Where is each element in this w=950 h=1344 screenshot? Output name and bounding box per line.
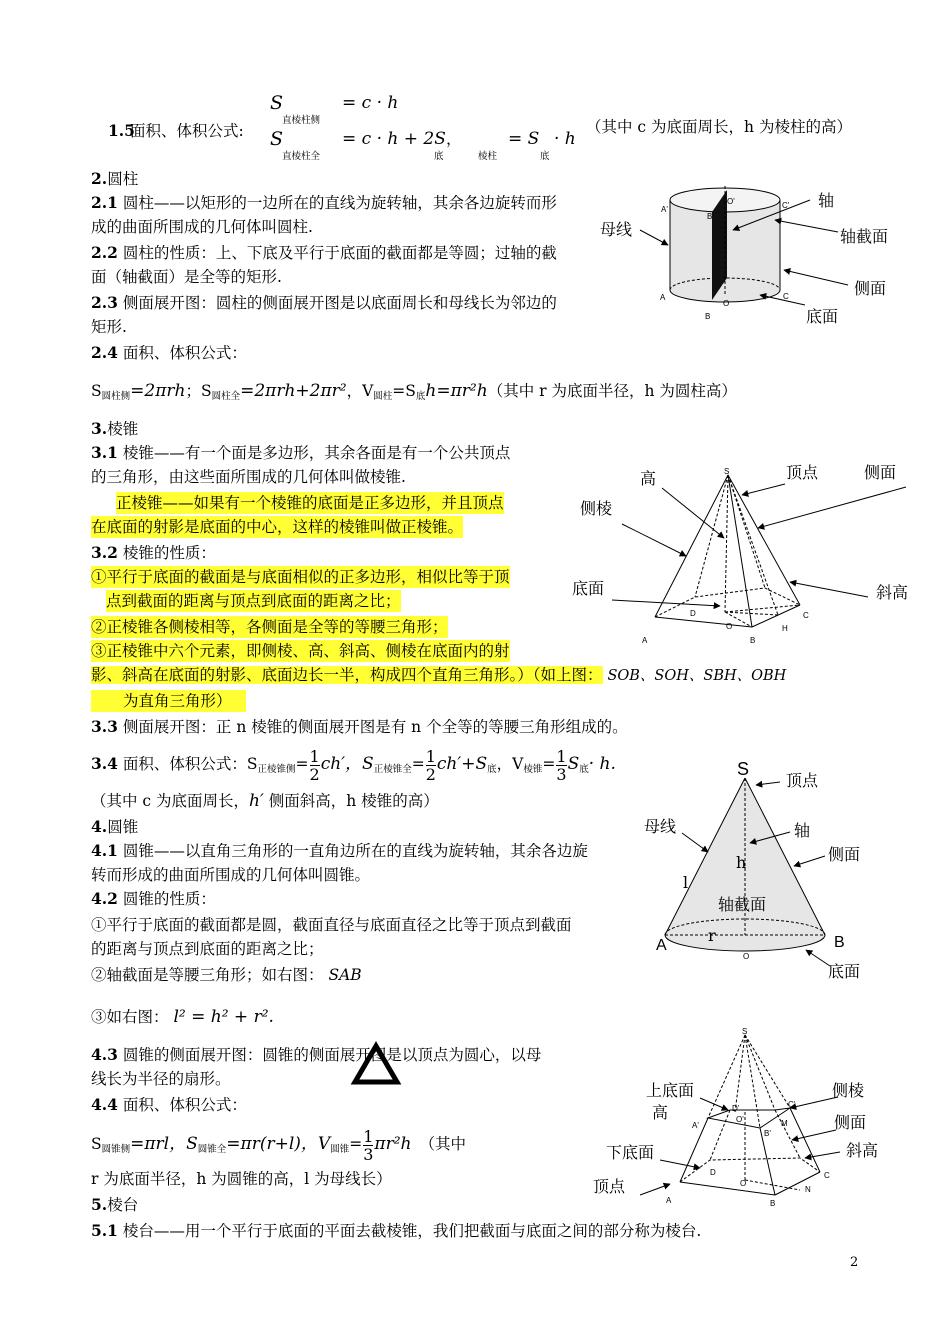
- s34-note-b: 侧面斜高，h 棱锥的高）: [263, 792, 439, 810]
- s42-c3-text: ③如右图：: [91, 1008, 169, 1026]
- s51-num: 5.1: [91, 1221, 118, 1240]
- s34-sub2: 正棱锥全: [373, 764, 412, 775]
- s44-fd: =: [349, 1135, 363, 1153]
- s24-f3-r: h=πr²h: [425, 381, 488, 401]
- s34-frac3: [556, 748, 566, 783]
- hl-regular-pyramid-1: 正棱锥——如果有一个棱锥的底面是正多边形，并且顶点: [116, 494, 504, 512]
- s24-f1: S: [91, 382, 102, 400]
- s4-title-text: 圆锥: [107, 818, 139, 836]
- s24-f2-r: =2πrh+2πr²: [240, 381, 347, 401]
- s22-line2: 面（轴截面）是全等的矩形.: [91, 268, 282, 286]
- s44-text: 面积、体积公式：: [117, 1096, 247, 1114]
- s22-line1: [91, 242, 557, 264]
- pyr-pt-B: B: [750, 636, 756, 645]
- figure-pyramid: [565, 455, 915, 650]
- cone-pt-S: S: [737, 759, 750, 779]
- s23-line2: 矩形.: [91, 318, 127, 336]
- s34-note-a: （其中 c 为底面周长，: [91, 792, 250, 810]
- fru-pt-M: M: [781, 1119, 788, 1128]
- fru-pt-C: C: [824, 1171, 830, 1180]
- s24-text: 面积、体积公式：: [117, 344, 247, 362]
- s31-line2: 的三角形，由这些面所围成的几何体叫做棱锥.: [91, 468, 406, 486]
- s22-num: 2.2: [91, 243, 118, 262]
- s15-num: 1.5: [108, 121, 135, 140]
- s15-formula: [108, 92, 578, 162]
- cyl-pt-B: B: [705, 312, 711, 321]
- s15-r3: = S: [508, 129, 540, 149]
- fru-pt-S: S: [742, 1027, 748, 1036]
- s32-line: [91, 542, 216, 564]
- s42-c2-text: ②轴截面是等腰三角形；如右图：: [91, 966, 324, 984]
- s15-note: （其中 c 为底面周长，h 为棱柱的高）: [586, 118, 852, 136]
- s24-note: （其中 r 为底面半径，h 为圆柱高）: [487, 382, 737, 400]
- s34-frac3-n: 1: [556, 746, 567, 766]
- s15-sub4: 棱柱: [478, 151, 498, 162]
- s23-num: 2.3: [91, 293, 118, 312]
- s21-line1: [91, 192, 557, 214]
- fru-pt-A: A: [666, 1196, 672, 1205]
- s51-text: 棱台——用一个平行于底面的平面去截棱锥，我们把截面与底面之间的部分称为棱台.: [117, 1222, 702, 1240]
- s34-c: ch′，S: [320, 754, 374, 774]
- s43-num: 4.3: [91, 1045, 118, 1064]
- cyl-axial-label: 轴截面: [840, 229, 889, 246]
- s24-f2: ；S: [185, 382, 212, 400]
- s34-sub3: 底: [487, 764, 497, 775]
- fru-pt-Ap: A': [692, 1121, 699, 1130]
- cyl-axis-label: 轴: [818, 193, 835, 210]
- s34-h: S: [567, 754, 580, 774]
- s21-text1: 圆柱——以矩形的一边所在的直线为旋转轴，其余各边旋转而形: [117, 194, 557, 212]
- pyr-height-label: 高: [640, 471, 657, 488]
- pyr-pt-S: S: [724, 467, 730, 476]
- s2-title: [91, 168, 138, 190]
- pyr-pt-D: D: [690, 609, 696, 618]
- s32-num: 3.2: [91, 543, 118, 562]
- s33-num: 3.3: [91, 717, 118, 736]
- s24-f3-sub2: 底: [415, 391, 426, 402]
- hl-prop2: ②正棱锥各侧棱相等，各侧面是全等的等腰三角形；: [91, 618, 448, 636]
- pyr-edge-label: 侧棱: [580, 501, 613, 518]
- figure-cylinder: [595, 180, 895, 330]
- fru-top-label: 上底面: [646, 1083, 695, 1100]
- s34-f: ，V: [496, 755, 524, 773]
- s33-text: 侧面展开图：正 n 棱锥的侧面展开图是有 n 个全等的等腰三角形组成的。: [117, 718, 628, 736]
- s44-fe: πr²h: [374, 1134, 412, 1154]
- pyr-pt-H: H: [782, 624, 788, 633]
- fru-edge-label: 侧棱: [832, 1083, 865, 1100]
- s43-line2: 线长为半径的扇形。: [91, 1070, 231, 1088]
- cone-pt-O: O: [743, 952, 750, 961]
- s24-line: [91, 342, 247, 364]
- s42-c1-2: 的距离与顶点到底面的距离之比；: [91, 940, 324, 958]
- cone-h-label: h: [736, 853, 747, 872]
- s42-c1-1: ①平行于底面的截面都是圆，截面直径与底面直径之比等于顶点到截面: [91, 916, 572, 934]
- s32-text: 棱锥的性质：: [117, 544, 216, 562]
- s4-title: [91, 816, 138, 838]
- s34-b: =: [295, 755, 309, 773]
- cyl-base-label: 底面: [806, 309, 839, 326]
- cyl-pt-A: A: [660, 293, 666, 302]
- cone-generatrix-label: 母线: [644, 819, 677, 836]
- s34-e: ch′+S: [436, 754, 488, 774]
- s42-c3: [91, 1006, 274, 1028]
- cone-axis-label: 轴: [794, 823, 811, 840]
- s24-f2-sub: 圆柱全: [211, 391, 241, 402]
- fru-pt-D: D: [710, 1168, 716, 1177]
- s15-sub3: 底: [434, 151, 444, 162]
- s44-sub1: 圆锥侧: [101, 1144, 131, 1155]
- s34-frac3-d: 3: [556, 764, 567, 784]
- fru-pt-N: N: [805, 1185, 811, 1194]
- figure-frustum: [590, 1025, 895, 1210]
- s42-line: [91, 888, 216, 910]
- s22-text1: 圆柱的性质：上、下底及平行于底面的截面都是等圆；过轴的截: [117, 244, 557, 262]
- s44-frac-d: 3: [363, 1144, 374, 1164]
- s41-line2: 转而形成的曲面所围成的几何体叫圆锥。: [91, 866, 371, 884]
- page-number: 2: [850, 1255, 859, 1270]
- fru-pt-Bp: B': [764, 1129, 771, 1138]
- s31-text1: 棱锥——有一个面是多边形，其余各面是有一个公共顶点: [117, 444, 511, 462]
- fru-apex-label: 顶点: [593, 1179, 626, 1196]
- pyr-lateral-label: 侧面: [864, 465, 897, 482]
- cyl-pt-Ap: A': [661, 205, 668, 214]
- pyr-slant-label: 斜高: [876, 585, 909, 602]
- s15-title: 面积、体积公式:: [130, 122, 244, 140]
- cyl-pt-Op: O': [727, 197, 735, 206]
- pyr-pt-C: C: [803, 611, 809, 620]
- s24-f1-r: =2πrh: [130, 381, 186, 401]
- s41-text1: 圆锥——以直角三角形的一直角边所在的直线为旋转轴，其余各边旋: [117, 842, 588, 860]
- s34-frac2-n: 1: [425, 746, 436, 766]
- s5-title-text: 棱台: [107, 1196, 139, 1214]
- s34-frac1-d: 2: [309, 764, 320, 784]
- s34-sub5: 底: [579, 764, 589, 775]
- s21-num: 2.1: [91, 193, 118, 212]
- cone-r-label: r: [708, 926, 716, 945]
- s34-frac2: [426, 748, 436, 783]
- hl-prop3-3: 为直角三角形）: [91, 690, 246, 712]
- s5-num: 5.: [91, 1195, 108, 1214]
- s15-sub1: 直棱柱侧: [282, 115, 321, 126]
- s43-line1: [91, 1044, 541, 1066]
- fru-bottom-label: 下底面: [606, 1145, 655, 1162]
- fru-lateral-label: 侧面: [834, 1115, 867, 1132]
- s43-text1: 圆锥的侧面展开图：圆锥的侧面展开图是以顶点为圆心，以母: [117, 1046, 542, 1064]
- s34-frac1-n: 1: [309, 746, 320, 766]
- s34-a: 面积、体积公式：S: [117, 755, 258, 773]
- s15-comma: ，: [446, 130, 462, 148]
- s44-fc: =πr(r+l)，V: [226, 1134, 331, 1154]
- s31-line1: [91, 442, 510, 464]
- cyl-generatrix-label: 母线: [600, 222, 633, 239]
- s51-line: [91, 1220, 701, 1242]
- cone-l-label: l: [683, 873, 689, 892]
- s15-r2: = c · h + 2S: [342, 129, 446, 149]
- cone-axial-label: 轴截面: [718, 897, 767, 914]
- s34-i: · h.: [588, 754, 616, 774]
- pyr-base-label: 底面: [572, 581, 605, 598]
- s34-g: =: [542, 755, 556, 773]
- s15-r4: · h: [554, 129, 576, 149]
- cyl-pt-O: O: [723, 299, 730, 308]
- s42-c3-formula: l² = h² + r².: [173, 1007, 274, 1027]
- s23-line1: [91, 292, 557, 314]
- s34-sub1: 正棱锥侧: [257, 764, 296, 775]
- s44-sub3: 圆锥: [330, 1144, 350, 1155]
- figure-cone: [630, 755, 900, 990]
- s21-line2: 成的曲面所围成的几何体叫圆柱.: [91, 218, 313, 236]
- hl-prop1-2: 点到截面的距离与顶点到底面的距离之比；: [106, 592, 401, 610]
- s24-f3-m: =S: [392, 382, 416, 400]
- s33-line: [91, 716, 628, 738]
- pyr-pt-O: O: [726, 622, 733, 631]
- fru-height-label: 高: [652, 1105, 669, 1122]
- s24-f3-sub: 圆柱: [373, 391, 393, 402]
- hl-prop3-2-text: 影、斜高在底面的射影、底面边长一半，构成四个直角三角形。）（如上图：: [91, 666, 603, 684]
- hl-prop3-triangles: SOB、SOH、SBH、OBH: [607, 668, 787, 684]
- s15-r1: = c · h: [342, 93, 399, 113]
- s42-c2-sab: SAB: [328, 966, 362, 984]
- s42-c2: [91, 964, 362, 986]
- s44-fb: =πrl，S: [130, 1134, 198, 1154]
- s41-num: 4.1: [91, 841, 118, 860]
- s15-sub5: 底: [540, 151, 550, 162]
- s44-frac-n: 1: [363, 1126, 374, 1146]
- s44-line: [91, 1094, 247, 1116]
- s34-formula: [91, 744, 616, 790]
- cyl-lateral-label: 侧面: [854, 281, 887, 298]
- cyl-pt-C: C: [783, 292, 789, 301]
- hl-prop3-1: ③正棱锥中六个元素，即侧棱、高、斜高、侧棱在底面内的射: [91, 642, 510, 660]
- s3-title-text: 棱锥: [107, 420, 139, 438]
- s31-num: 3.1: [91, 443, 118, 462]
- s4-num: 4.: [91, 817, 108, 836]
- s44-formula: [91, 1124, 466, 1170]
- cyl-pt-Bp: B': [707, 212, 714, 221]
- s24-f1-sub: 圆柱侧: [101, 391, 131, 402]
- s42-num: 4.2: [91, 889, 118, 908]
- pyr-pt-A: A: [642, 636, 648, 645]
- fru-pt-B: B: [770, 1199, 776, 1208]
- s15-sub2: 直棱柱全: [282, 151, 321, 162]
- cone-base-label: 底面: [828, 964, 861, 981]
- cyl-pt-Cp: C': [782, 201, 790, 210]
- s34-note: [91, 790, 439, 812]
- fru-pt-Op: O': [736, 1115, 744, 1124]
- fru-slant-label: 斜高: [846, 1143, 879, 1160]
- s44-frac: [363, 1128, 373, 1163]
- s44-note1: （其中: [419, 1135, 466, 1153]
- s34-note-h: h′: [249, 791, 264, 811]
- s41-line1: [91, 840, 588, 862]
- pyr-apex-label: 顶点: [786, 465, 819, 482]
- s34-d: =: [411, 755, 425, 773]
- s2-num: 2.: [91, 169, 108, 188]
- cone-lateral-label: 侧面: [828, 847, 861, 864]
- hl-prop1-1: ①平行于底面的截面是与底面相似的正多边形，相似比等于顶: [91, 568, 510, 586]
- triangle-symbol: [350, 1040, 402, 1086]
- cone-pt-B: B: [834, 934, 845, 951]
- s23-text1: 侧面展开图：圆柱的侧面展开图是以底面周长和母线长为邻边的: [117, 294, 557, 312]
- s44-fa: S: [91, 1135, 102, 1153]
- fru-pt-Dp: D': [732, 1104, 740, 1113]
- cone-apex-label: 顶点: [786, 773, 819, 790]
- fru-pt-O: O: [740, 1179, 747, 1188]
- s34-sub4: 棱锥: [523, 764, 543, 775]
- s24-num: 2.4: [91, 343, 118, 362]
- s2-title-text: 圆柱: [107, 170, 139, 188]
- s5-title: [91, 1194, 138, 1216]
- s15-s2: S: [270, 128, 284, 150]
- s24-f3: ，V: [346, 382, 374, 400]
- fru-pt-Cp: C': [788, 1100, 796, 1109]
- hl-regular-pyramid-2: 在底面的射影是底面的中心，这样的棱锥叫做正棱锥。: [91, 518, 464, 536]
- s3-num: 3.: [91, 419, 108, 438]
- s44-num: 4.4: [91, 1095, 118, 1114]
- s3-title: [91, 418, 138, 440]
- s34-frac2-d: 2: [425, 764, 436, 784]
- s24-formula: [91, 380, 737, 408]
- s44-sub2: 圆锥全: [197, 1144, 227, 1155]
- s34-num: 3.4: [91, 754, 118, 773]
- hl-prop3-2: [91, 664, 786, 687]
- s44-note2: r 为底面半径，h 为圆锥的高，l 为母线长）: [91, 1170, 392, 1188]
- s15-s1: S: [270, 92, 284, 114]
- s42-text: 圆锥的性质：: [117, 890, 216, 908]
- s34-frac1: [310, 748, 320, 783]
- cone-pt-A: A: [656, 937, 667, 954]
